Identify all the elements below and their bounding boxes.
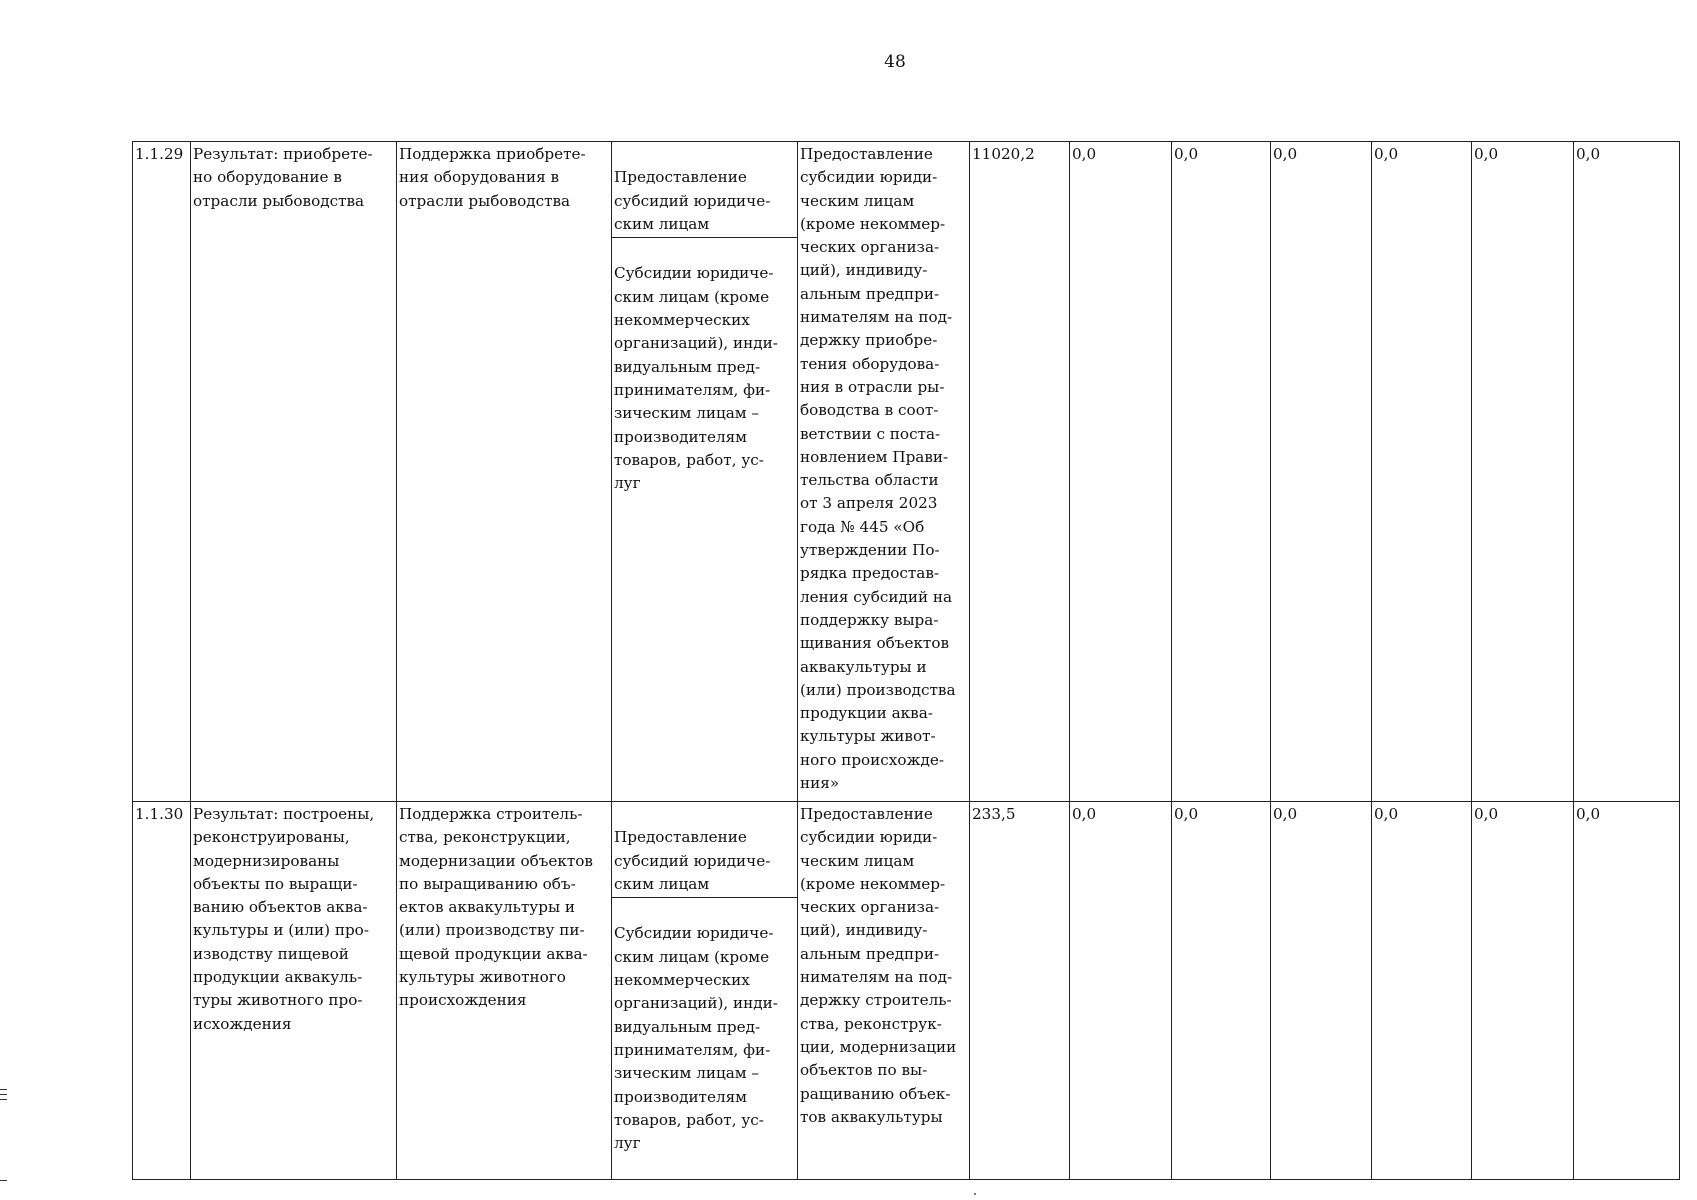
expense-type-detail: Субсидии юридиче- ским лицам (кроме некоммерческих организаций), инди- видуальным пред- принимателям, фи- зическим лицам – производителям товаров, работ, ус- луг [614, 264, 778, 493]
table-row [133, 802, 1680, 1180]
value-cell: 233,5 [970, 802, 1070, 1180]
description-cell: Предоставление субсидии юриди- ческим лицам (кроме некоммер- ческих организа- ций), индивиду- альным предпри- нимателям на под- держку приобре- тения оборудова- ния в отрасли ры- боводства в соот- ветствии с поста- новлением Прави- тельства области от 3 апреля 2023 года № 445 «Об утверждении По- рядка предостав- ления субсидий на поддержку выра- щивания объектов аквакультуры и (или) производства продукции аква- культуры живот- ного происхожде- ния» [798, 142, 970, 802]
value-cell: 0,0 [1574, 142, 1680, 802]
row-number: 1.1.30 [133, 802, 191, 1180]
row-number: 1.1.29 [133, 142, 191, 802]
result-cell: Результат: построены, реконструированы, модернизированы объекты по выращи- ванию объектов аква- культуры и (или) про- изводству пищевой продукции аквакуль- туры животного про- исхождения [191, 802, 397, 1180]
value-cell: 0,0 [1372, 142, 1472, 802]
value-cell: 0,0 [1271, 142, 1372, 802]
budget-table [132, 141, 1680, 1180]
result-cell: Результат: приобрете- но оборудование в отрасли рыбоводства [191, 142, 397, 802]
value-cell: 0,0 [1271, 802, 1372, 1180]
expense-type-name: Предоставление субсидий юридиче- ским лицам [612, 166, 797, 238]
scan-edge-mark [0, 1099, 7, 1100]
value-cell: 0,0 [1172, 142, 1271, 802]
value-cell: 0,0 [1472, 142, 1574, 802]
value-cell: 0,0 [1070, 142, 1172, 802]
expense-type-cell [612, 802, 798, 1180]
scan-edge-mark [0, 1094, 7, 1095]
expense-type-detail: Субсидии юридиче- ским лицам (кроме некоммерческих организаций), инди- видуальным пред- принимателям, фи- зическим лицам – производителям товаров, работ, ус- луг [614, 924, 778, 1153]
event-cell: Поддержка строитель- ства, реконструкции, модернизации объектов по выращиванию объ- ектов аквакультуры и (или) производству пи- щевой продукции аква- культуры животного происхождения [397, 802, 612, 1180]
event-cell: Поддержка приобрете- ния оборудования в отрасли рыбоводства [397, 142, 612, 802]
scan-edge-mark [0, 1089, 7, 1090]
value-cell: 0,0 [1472, 802, 1574, 1180]
expense-type-name: Предоставление субсидий юридиче- ским лицам [612, 826, 797, 898]
value-cell: 0,0 [1172, 802, 1271, 1180]
page-number: 48 [884, 52, 906, 72]
scan-edge-mark [0, 1180, 7, 1181]
expense-type-cell [612, 142, 798, 802]
table-row [133, 142, 1680, 802]
description-cell: Предоставление субсидии юриди- ческим лицам (кроме некоммер- ческих организа- ций), индивиду- альным предпри- нимателям на под- держку строитель- ства, реконструк- ции, модернизации объектов по вы- ращиванию объек- тов аквакультуры [798, 802, 970, 1180]
value-cell: 11020,2 [970, 142, 1070, 802]
scan-speck [974, 1193, 976, 1195]
value-cell: 0,0 [1372, 802, 1472, 1180]
value-cell: 0,0 [1574, 802, 1680, 1180]
value-cell: 0,0 [1070, 802, 1172, 1180]
